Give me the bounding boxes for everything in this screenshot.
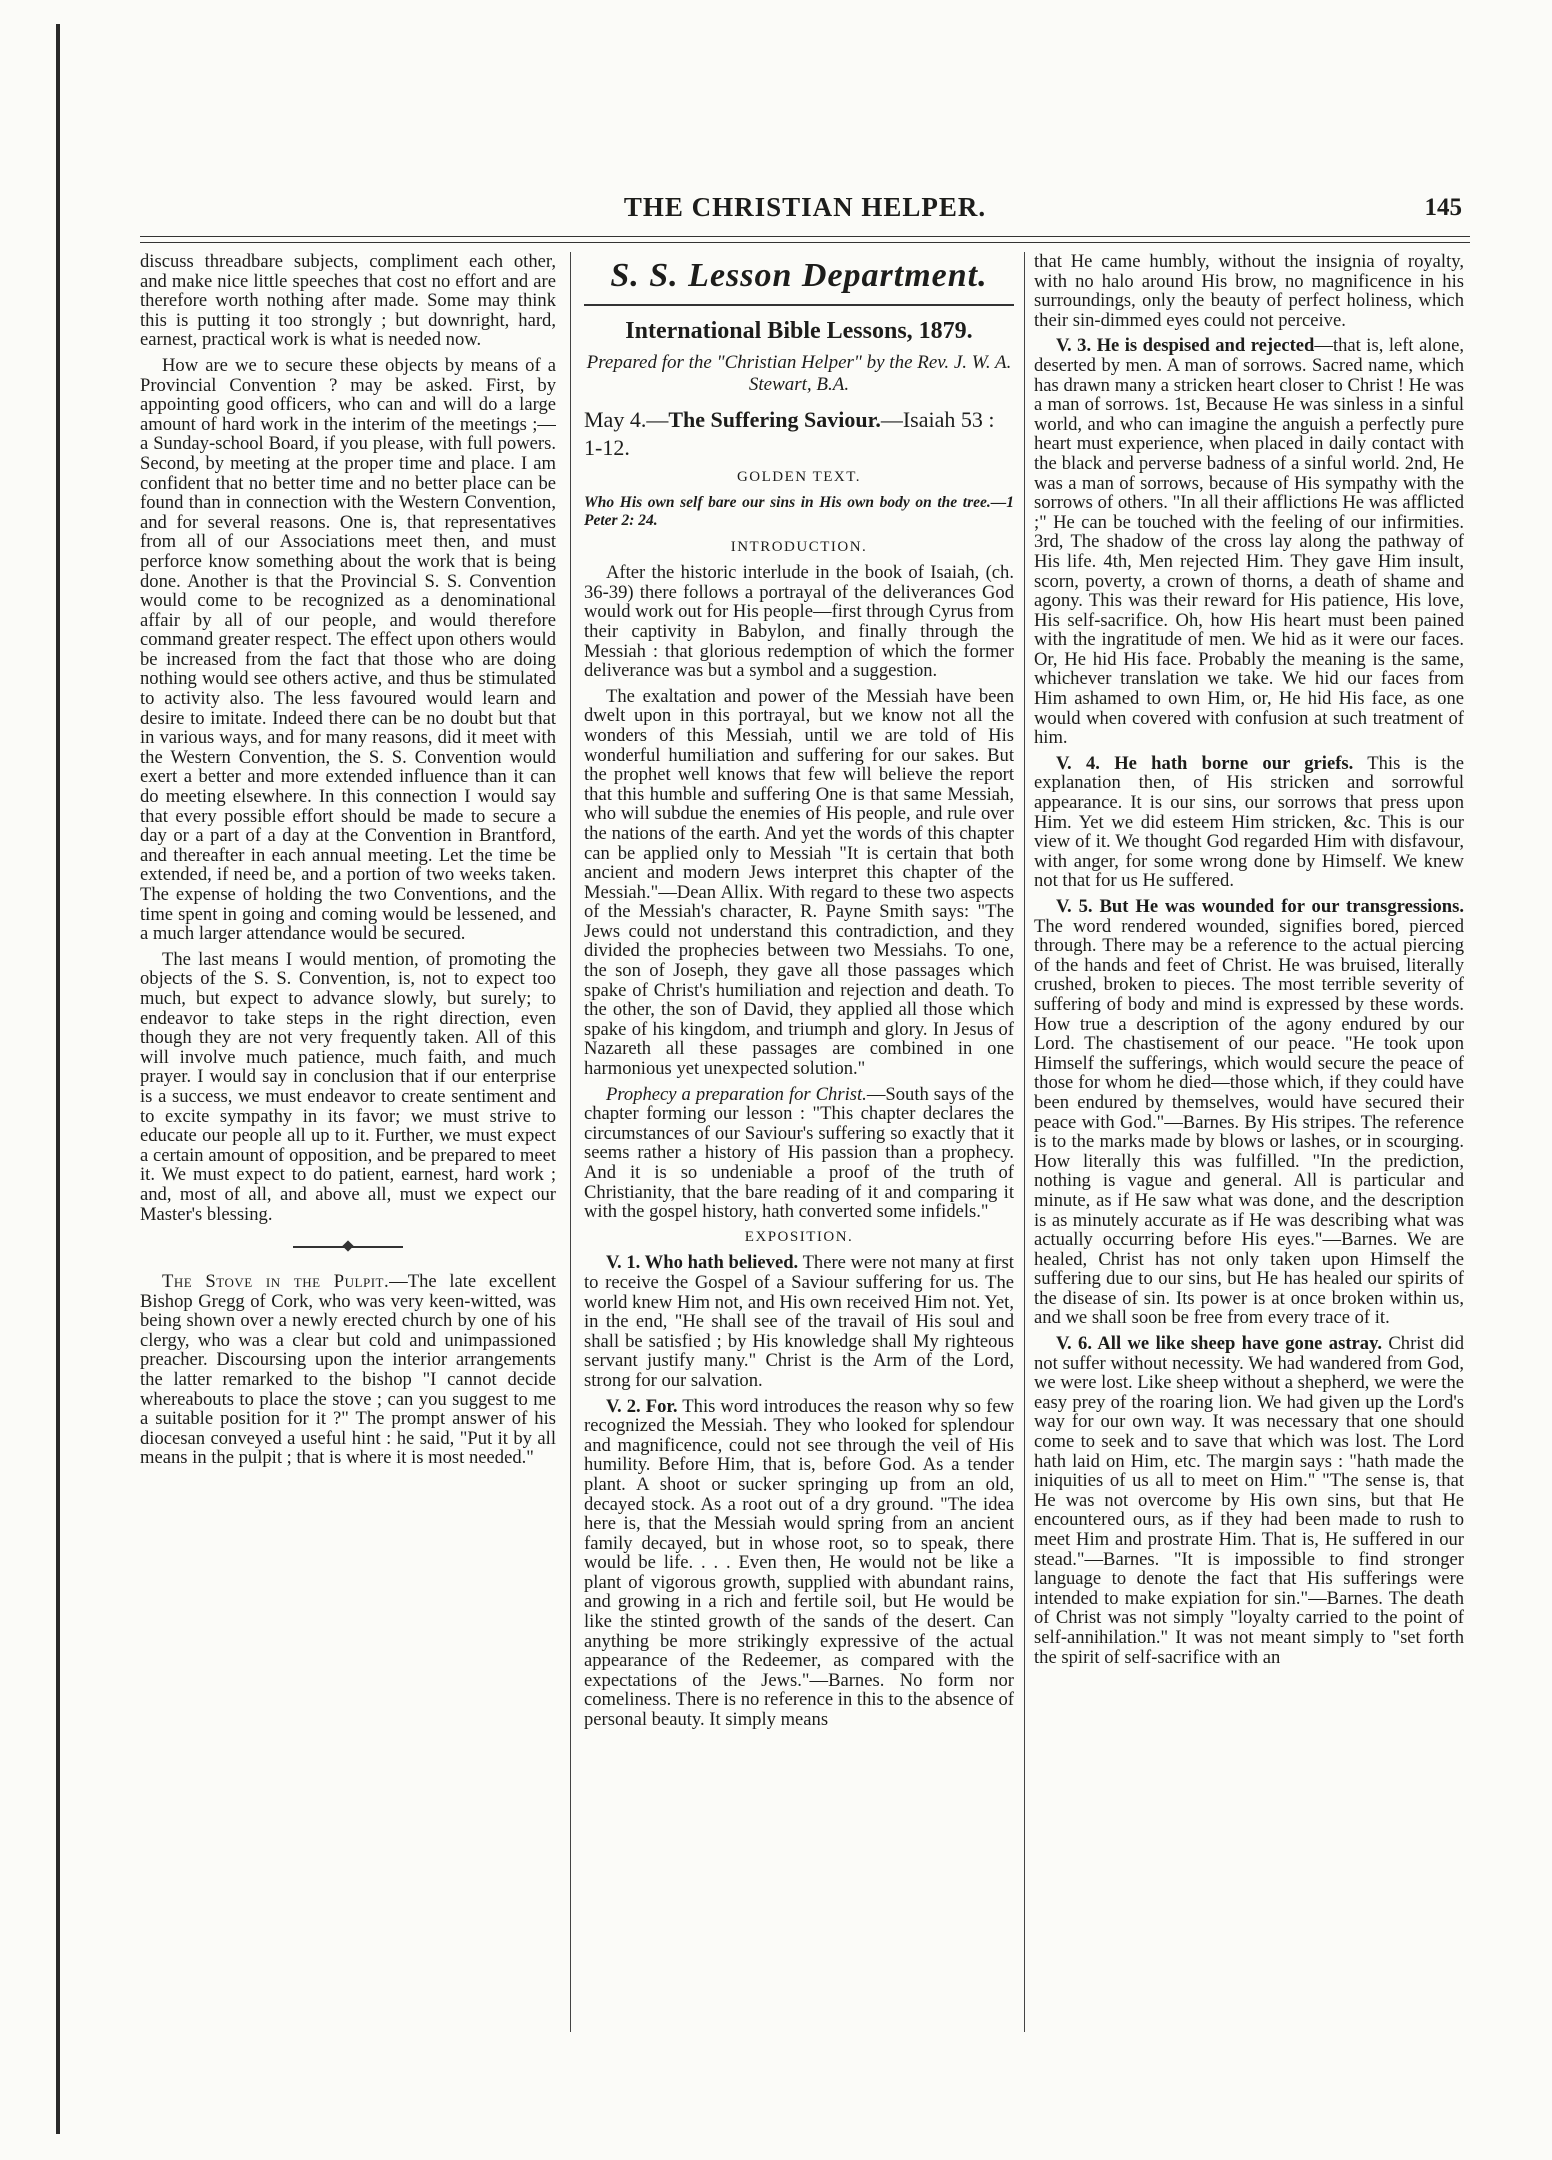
verse-lead: V. 4. He hath borne our griefs. bbox=[1056, 752, 1354, 774]
verse-paragraph bbox=[1034, 754, 1464, 891]
verse-lead: V. 5. But He was wounded for our transgressions. bbox=[1056, 896, 1464, 917]
paragraph: After the historic interlude in the book of Isaiah, (ch. 36-39) there follows a portrayal of the deliverances God would work out for His people—first through Cyrus from their captivity in Babylon, and finally through the Messiah : that glorious redemption of which the former deliverance was but a symbol and a suggestion. bbox=[584, 562, 1014, 682]
paragraph-lead: Prophecy a preparation for Christ. bbox=[606, 1083, 867, 1105]
column-right bbox=[1034, 252, 1464, 2042]
lesson-heading bbox=[584, 406, 1014, 462]
verse-body: —that is, left alone, deserted by men. A man of sorrows. Sacred name, which has drawn many a stricken heart closer to Christ ! He was a man of sorrows. 1st, Because He was sinless in a sinful world, and who can imagine the anguish a perfectly pure heart must experience, when placed in daily contact with the black and perverse badness of a sinful world. 2nd, He was a man of sorrows, because of His sympathy with the sorrows of others. "In all their afflictions He was afflicted ;" He can be touched with the feeling of our infirmities. 3rd, The shadow of the cross lay along the pathway of His life. 4th, Men rejected Him. They gave Him insult, scorn, poverty, a crown of thorns, a death of shame and agony. This was their reward for His patience, His love, His self-sacrifice. Oh, how His heart must been pained with the ingratitude of men. We hid as it were our faces. Or, He hid His face. Probably the meaning is the same, whichever translation we take. We hid our faces from Him ashamed to own Him, or, He hid His face, as one would when covered with confusion at such treatment of him. bbox=[1034, 335, 1464, 749]
paragraph: discuss threadbare subjects, compliment each other, and make nice little speeches that cost no effort and are therefore worth nothing after made. Some may think this is putting it too strongly ; but downright, hard, earnest, practical work is what is needed now. bbox=[140, 252, 556, 351]
lesson-date: May 4.— bbox=[584, 407, 669, 432]
exposition-heading: EXPOSITION. bbox=[744, 1228, 854, 1245]
verse-paragraph bbox=[584, 1253, 1014, 1390]
verse-lead: V. 2. For. bbox=[606, 1395, 678, 1417]
golden-text: Who His own self bare our sins in His own body on the tree.—1 Peter 2: 24. bbox=[584, 493, 1014, 529]
stove-body: —The late excellent Bishop Gregg of Cork, who was very keen-witted, was being shown over a newly erected church by one of his clergy, who was a clear but cold and unimpassioned preacher. Discoursing upon the interior arrangements the latter remarked to the bishop "I cannot decide whereabouts to place the stove ; can you suggest to me a suitable position for it ?" The prompt answer of his diocesan conveyed a useful hint : he said, "Put it by all means in the pulpit ; that is where it is most needed." bbox=[140, 1271, 556, 1469]
verse-lead: V. 6. All we like sheep have gone astray. bbox=[1056, 1333, 1383, 1355]
paragraph bbox=[584, 1085, 1014, 1222]
page-left-border bbox=[56, 24, 60, 2134]
lesson-reference: —Isaiah 53 : 1-12. bbox=[584, 407, 995, 460]
paragraph: How are we to secure these objects by means of a Provincial Convention ? may be asked. First, by appointing good officers, who can and will do a large amount of hard work in the interim of the meetings ;—a Sunday-school Board, if you please, with full powers. Second, by meeting at the proper time and place. I am confident that no better time and no better place can be found than in connection with the Western Convention, and for several reasons. One is, that representatives from all of our Associations meet then, and must perforce know something about the work that is being done. Another is that the Provincial S. S. Convention would come to be recognized as a denominational affair by all of our people, and would therefore command greater respect. The effect upon others would be increased from the fact that those who are doing nothing would see others active, and thus be stimulated to activity also. The less favoured would learn and desire to imitate. Indeed there can be no doubt but that in various ways, and for many reasons, did it meet with the Western Convention, the S. S. Convention would exert a better and more extended influence than it can do meeting elsewhere. In this connection I would say that every possible effort should be made to secure a day or a part of a day at the Convention in Brantford, and thereafter in each annual meeting. Let the time be extended, if need be, and a portion of two weeks taken. The expense of holding the two Conventions, and the time spent in going and coming would be lessened, and a much larger attendance would be secured. bbox=[140, 354, 556, 945]
stove-paragraph bbox=[140, 1272, 556, 1468]
column-divider-1 bbox=[570, 252, 571, 2032]
page-header bbox=[140, 188, 1470, 234]
verse-lead: V. 1. Who hath believed. bbox=[606, 1252, 799, 1274]
golden-text-heading: GOLDEN TEXT. bbox=[736, 469, 862, 485]
verse-body: This word introduces the reason why so few recognized the Messiah. They who looked for splendour and magnificence, could not see through the veil of His humility. Before Him, that is, before God. As a tender plant. A shoot or sucker springing up from an old, decayed stock. As a root out of a dry ground. "The idea here is, that the Messiah would spring from an ancient family decayed, but in whose root, so to speak, there would be life. . . . Even then, He would not be like a plant of vigorous growth, supplied with abundant rains, and growing in a rich and fertile soil, but He would be like the stinted growth of the sands of the desert. Can anything be more strikingly expressive of the actual appearance of the Redeemer, as compared with the expectations of the Jews."—Barnes. No form nor comeliness. There is no reference in this to the absence of personal beauty. It simply means bbox=[584, 1395, 1014, 1731]
column-divider-2 bbox=[1024, 252, 1025, 2032]
verse-paragraph bbox=[1034, 336, 1464, 747]
verse-paragraph bbox=[584, 1397, 1014, 1730]
section-divider bbox=[293, 1246, 403, 1248]
department-rule bbox=[584, 304, 1014, 306]
header-rule bbox=[140, 236, 1470, 243]
verse-body: There were not many at first to receive the Gospel of a Saviour suffering for us. The world knew Him not, and His own received Him not. Yet, in the end, "He shall see of the travail of His soul and shall be satisfied ; by His knowledge shall My righteous servant justify many." Christ is the Arm of the Lord, strong for our salvation. bbox=[584, 1252, 1014, 1391]
verse-paragraph bbox=[1034, 897, 1464, 1328]
paragraph: The exaltation and power of the Messiah have been dwelt upon in this portrayal, but we know not all the wonders of this Messiah, until we are told of His wonderful humiliation and suffering for our sakes. But the prophet well knows that few will believe the report that this humble and suffering One is that same Messiah, who will subdue the enemies of His people, and rule over the nations of the earth. And yet the words of this chapter can be applied only to Messiah "It is certain that both ancient and modern Jews interpret this chapter of the Messiah."—Dean Allix. With regard to these two aspects of the Messiah's character, R. Payne Smith says: "The Jews could not understand this contradiction, and they divided the prophecies between two Messiahs. To one, the son of Joseph, they gave all those passages which spake of Christ's humiliation and rejection and death. To the other, the son of David, they applied all those which spake of his kingdom, and triumph and glory. In Jesus of Nazareth all these passages are combined in one harmonious yet unexpected solution." bbox=[584, 685, 1014, 1080]
verse-body: Christ did not suffer without necessity. We had wandered from God, we were lost. Like sheep without a shepherd, we were the easy prey of the roaring lion. We had given up the Lord's way for our own way. It was necessary that one should come to seek and to save that which was lost. The Lord hath laid on Him, etc. The margin says : "hath made the iniquities of us all to meet on Him." "The sense is, that He was not overcome by His own sins, but that He encountered ours, as if they had been made to rush to meet Him and prostrate Him. That is, He suffered in our stead."—Barnes. "It is impossible to find stronger language to denote the fact that His sufferings were intended to make expiation for sin."—Barnes. The death of Christ was not simply "loyalty carried to the point of self-annihilation." It was not meant simply to "set forth the spirit of self-sacrifice with an bbox=[1034, 1333, 1464, 1668]
paragraph: The last means I would mention, of promoting the objects of the S. S. Convention, is, not to expect too much, but expect to advance slowly, but surely; to endeavor to take steps in the right direction, even though they are not very frequently taken. All of this will involve much patience, much faith, and much prayer. I would say in conclusion that if our enterprise is a success, we must endeavor to create sentiment and to excite sympathy in its favor; we must strive to educate our people all up to it. Further, we must expect a certain amount of opposition, and be prepared to meet it. We must expect to do patient, earnest, hard work ; and, most of all, and above all, must we expect our Master's blessing. bbox=[140, 948, 556, 1225]
lesson-title: The Suffering Saviour. bbox=[668, 407, 881, 432]
column-middle bbox=[584, 252, 1014, 2042]
column-left bbox=[140, 252, 556, 2042]
paragraph-body: —South says of the chapter forming our lesson : "This chapter declares the circumstances of our Saviour's suffering so exactly that it seems rather a history of His passion than a prophecy. And it is so undeniable a proof of the truth of Christianity, that the bare reading of it and comparing it with the gospel history, hath converted some infidels." bbox=[584, 1083, 1014, 1223]
prepared-by: Prepared for the "Christian Helper" by the Rev. J. W. A. Stewart, B.A. bbox=[586, 352, 1012, 395]
verse-paragraph bbox=[1034, 1334, 1464, 1667]
department-title: S. S. Lesson Department. bbox=[610, 257, 988, 294]
introduction-heading: INTRODUCTION. bbox=[730, 538, 868, 555]
verse-body: The word rendered wounded, signifies bored, pierced through. There may be a reference to the actual piercing of the hands and feet of Christ. He was bruised, literally crushed, broken to pieces. The most terrible severity of suffering of body and mind is expressed by these words. How true a description of the agony endured by our Lord. The chastisement of our peace. "He took upon Himself the sufferings, which would secure the peace of those for whom he died—those which, if they could have been endured by themselves, would have secured their peace with God."—Barnes. By His stripes. The reference is to the marks made by blows or lashes, or in scourging. How literally this was fulfilled. "In the prediction, nothing is vague and general. All is particular and minute, as if He saw what was done, and the description is as minutely accurate as if He was describing what was actually occurring before His eyes."—Barnes. We are healed, Christ has not only taken upon Himself the suffering due to our sins, but He has healed our spirits of the disease of sin. Its power is at once broken within us, and we shall soon be free from every trace of it. bbox=[1034, 915, 1464, 1329]
verse-lead: V. 3. He is despised and rejected bbox=[1056, 335, 1315, 357]
stove-title: The Stove in the Pulpit. bbox=[162, 1271, 390, 1293]
running-head: THE CHRISTIAN HELPER. bbox=[623, 192, 987, 222]
verse-body: This is the explanation then, of His stricken and sorrowful appearance. It is our sins, our sorrows that press upon Him. Yet we did esteem Him stricken, &c. This is our view of it. We thought God regarded Him with disfavour, with anger, for some wrong done by Himself. We knew not that for us He suffered. bbox=[1034, 752, 1464, 892]
paragraph: that He came humbly, without the insignia of royalty, with no halo around His brow, no magnificence in his surroundings, only the beauty of perfect holiness, which their sin-dimmed eyes could not perceive. bbox=[1034, 252, 1464, 331]
series-title: International Bible Lessons, 1879. bbox=[625, 318, 973, 344]
page-number: 145 bbox=[1424, 194, 1462, 221]
